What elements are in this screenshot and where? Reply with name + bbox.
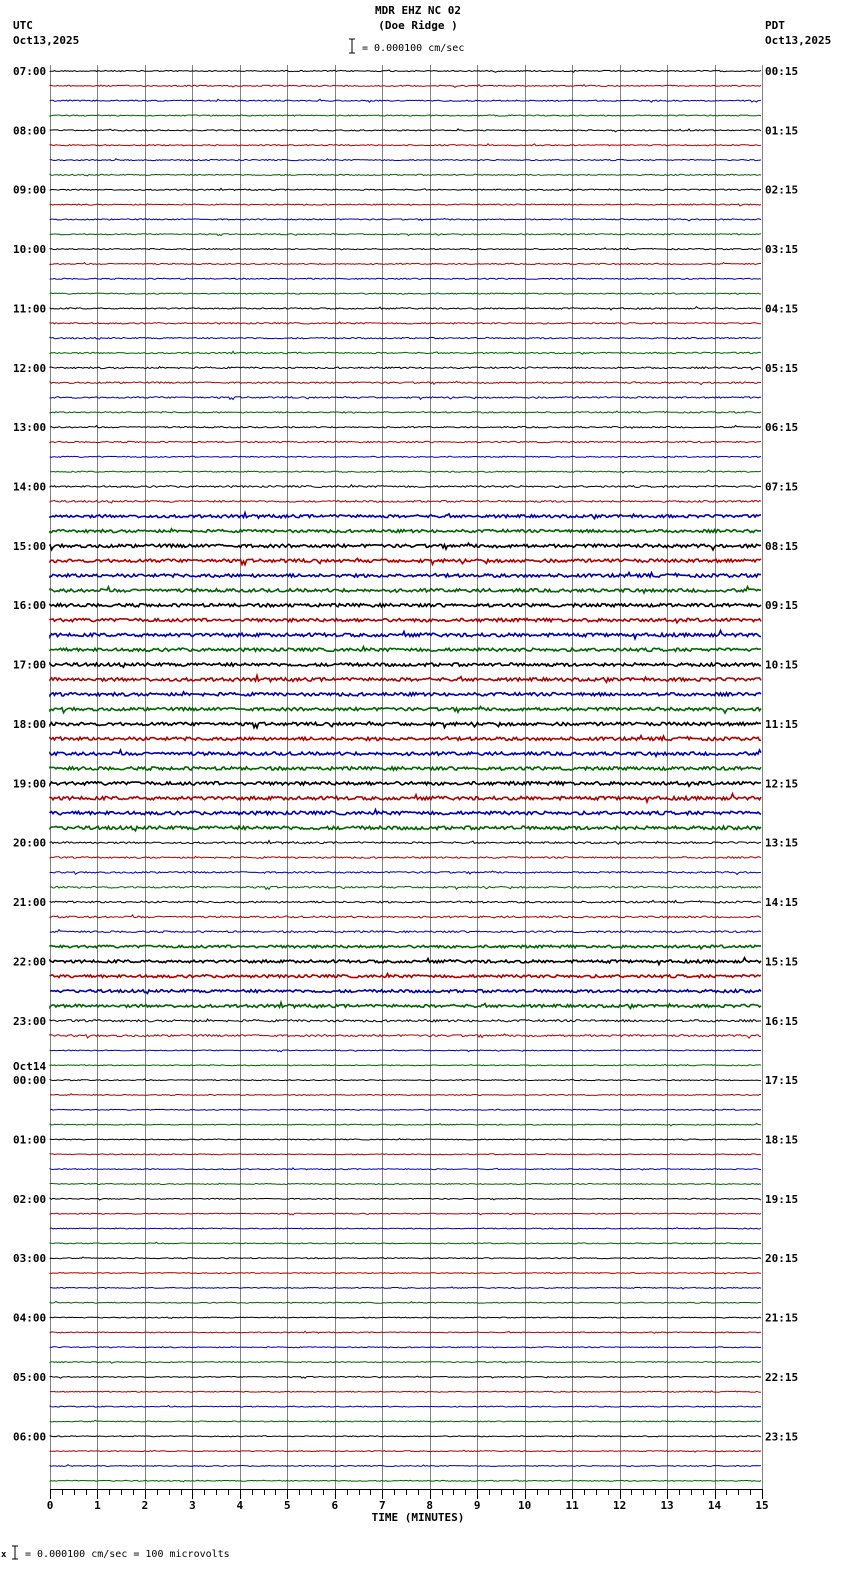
pdt-time-label: 16:15 xyxy=(765,1014,799,1028)
trace-line xyxy=(50,1154,761,1155)
trace-line xyxy=(50,204,761,206)
trace-line xyxy=(50,99,761,102)
trace-line xyxy=(50,736,761,741)
trace-line xyxy=(50,1273,761,1274)
trace-line xyxy=(50,1317,761,1318)
trace-line xyxy=(50,1465,761,1467)
utc-time-label: 18:00 xyxy=(13,717,47,731)
utc-time-label: 14:00 xyxy=(13,480,47,494)
trace-line xyxy=(50,750,761,756)
trace-line xyxy=(50,1094,761,1096)
trace-line xyxy=(50,958,761,965)
utc-time-label: 02:00 xyxy=(13,1192,47,1206)
trace-line xyxy=(50,1301,761,1303)
pdt-time-label: 10:15 xyxy=(765,658,799,672)
trace-line xyxy=(50,619,761,623)
trace-line xyxy=(50,826,761,831)
pdt-date: Oct13,2025 xyxy=(765,34,832,47)
utc-time-label: 00:00 xyxy=(13,1074,47,1088)
trace-line xyxy=(50,144,761,146)
trace-line xyxy=(50,676,761,683)
trace-line xyxy=(50,1183,761,1184)
trace-line xyxy=(50,1480,761,1481)
trace-line xyxy=(50,322,761,324)
trace-line xyxy=(50,543,761,550)
trace-line xyxy=(50,974,761,978)
x-axis xyxy=(47,1489,769,1524)
trace-line xyxy=(50,70,761,72)
x-tick-label: 8 xyxy=(426,1499,434,1512)
utc-time-label: 01:00 xyxy=(13,1133,47,1147)
pdt-time-label: 14:15 xyxy=(765,896,799,910)
utc-time-label: 04:00 xyxy=(13,1311,47,1325)
x-tick-label: 15 xyxy=(755,1499,769,1512)
trace-line xyxy=(50,470,761,473)
utc-time-label: 21:00 xyxy=(13,896,47,910)
pdt-time-label: 00:15 xyxy=(765,65,799,78)
trace-line xyxy=(50,396,761,399)
trace-line xyxy=(50,886,761,889)
trace-line xyxy=(50,1436,761,1437)
x-tick-label: 10 xyxy=(518,1499,532,1512)
trace-line xyxy=(50,307,761,310)
utc-date: Oct13,2025 xyxy=(13,34,80,47)
trace-line xyxy=(50,945,761,949)
utc-time-label: 07:00 xyxy=(13,65,47,78)
trace-line xyxy=(50,810,761,815)
utc-time-label: 06:00 xyxy=(13,1430,47,1444)
utc-time-label: 10:00 xyxy=(13,243,47,257)
trace-line xyxy=(50,485,761,488)
pdt-time-label: 03:15 xyxy=(765,243,799,257)
trace-line xyxy=(50,278,761,279)
trace-line xyxy=(50,663,761,667)
trace-line xyxy=(50,351,761,354)
trace-line xyxy=(50,513,761,519)
trace-line xyxy=(50,1361,761,1363)
trace-line xyxy=(50,1450,761,1452)
pdt-time-label: 11:15 xyxy=(765,717,799,731)
utc-time-label: 11:00 xyxy=(13,302,47,316)
trace-line xyxy=(50,174,761,176)
trace-line xyxy=(50,188,761,191)
x-tick-label: 13 xyxy=(660,1499,674,1512)
utc-time-label: 05:00 xyxy=(13,1370,47,1384)
x-tick-label: 4 xyxy=(236,1499,244,1512)
trace-line xyxy=(50,337,761,339)
trace-line xyxy=(50,1242,761,1244)
pdt-label: PDT xyxy=(765,19,785,32)
trace-line xyxy=(50,1420,761,1422)
pdt-time-label: 05:15 xyxy=(765,361,799,375)
trace-line xyxy=(50,1050,761,1052)
trace-line xyxy=(50,871,761,874)
x-tick-label: 1 xyxy=(94,1499,101,1512)
trace-line xyxy=(50,233,761,235)
trace-line xyxy=(50,293,761,295)
footer-scale-text: = 0.000100 cm/sec = 100 microvolts xyxy=(25,1549,230,1560)
utc-time-label: 13:00 xyxy=(13,421,47,435)
trace-line xyxy=(50,1168,761,1170)
utc-time-label: 19:00 xyxy=(13,777,47,791)
utc-time-label: 15:00 xyxy=(13,539,47,553)
utc-time-label: 08:00 xyxy=(13,124,47,138)
pdt-time-label: 18:15 xyxy=(765,1133,799,1147)
utc-label: UTC xyxy=(13,19,33,32)
pdt-time-label: 08:15 xyxy=(765,539,799,553)
trace-line xyxy=(50,900,761,903)
trace-line xyxy=(50,529,761,533)
trace-line xyxy=(50,647,761,652)
pdt-time-label: 20:15 xyxy=(765,1252,799,1266)
pdt-time-label: 23:15 xyxy=(765,1430,799,1444)
trace-line xyxy=(50,587,761,593)
trace-line xyxy=(50,604,761,607)
trace-line xyxy=(50,1257,761,1259)
trace-line xyxy=(50,915,761,918)
trace-line xyxy=(50,1123,761,1125)
trace-line xyxy=(50,559,761,565)
trace-line xyxy=(50,426,761,429)
trace-line xyxy=(50,1019,761,1022)
trace-line xyxy=(50,930,761,933)
pdt-time-label: 02:15 xyxy=(765,183,799,197)
trace-line xyxy=(50,1406,761,1408)
pdt-time-label: 13:15 xyxy=(765,836,799,850)
trace-line xyxy=(50,1139,761,1141)
header-scale-bar-icon xyxy=(349,39,355,53)
trace-line xyxy=(50,1331,761,1333)
x-tick-label: 14 xyxy=(707,1499,722,1512)
pdt-time-label: 12:15 xyxy=(765,777,799,791)
x-axis-title: TIME (MINUTES) xyxy=(371,1511,465,1524)
x-tick-label: 6 xyxy=(331,1499,339,1512)
trace-line xyxy=(50,767,761,770)
trace-line xyxy=(50,794,761,802)
trace-line xyxy=(50,263,761,265)
trace-line xyxy=(50,1079,761,1081)
trace-line xyxy=(50,248,761,250)
pdt-time-label: 17:15 xyxy=(765,1074,799,1088)
trace-line xyxy=(50,1034,761,1038)
trace-line xyxy=(50,115,761,117)
trace-line xyxy=(50,85,761,88)
x-tick-label: 0 xyxy=(46,1499,54,1512)
trace-line xyxy=(50,159,761,161)
utc-time-label: 17:00 xyxy=(13,658,47,672)
utc-time-label: 03:00 xyxy=(13,1252,47,1266)
utc-time-label: 12:00 xyxy=(13,361,47,375)
trace-line xyxy=(50,722,761,728)
header-scale-text: = 0.000100 cm/sec xyxy=(362,43,465,54)
trace-line xyxy=(50,1003,761,1009)
trace-line xyxy=(50,692,761,696)
pdt-time-label: 06:15 xyxy=(765,421,799,435)
pdt-time-label: 22:15 xyxy=(765,1370,799,1384)
pdt-time-label: 01:15 xyxy=(765,124,799,138)
trace-line xyxy=(50,631,761,639)
pdt-time-label: 04:15 xyxy=(765,302,799,316)
utc-time-label: 16:00 xyxy=(13,599,47,613)
trace-line xyxy=(50,841,761,845)
trace-line xyxy=(50,856,761,858)
trace-line xyxy=(50,573,761,578)
trace-line xyxy=(50,1347,761,1348)
trace-line xyxy=(50,1376,761,1378)
utc-time-label: 23:00 xyxy=(13,1014,47,1028)
trace-line xyxy=(50,441,761,442)
trace-line xyxy=(50,218,761,221)
trace-line xyxy=(50,1064,761,1066)
site-title: (Doe Ridge ) xyxy=(378,19,458,32)
pdt-time-label: 07:15 xyxy=(765,480,799,494)
trace-line xyxy=(50,456,761,458)
x-tick-label: 7 xyxy=(378,1499,386,1512)
footer-corner-mark: x xyxy=(1,1550,7,1560)
trace-line xyxy=(50,411,761,413)
x-tick-label: 5 xyxy=(284,1499,291,1512)
trace-line xyxy=(50,1287,761,1289)
trace-line xyxy=(50,367,761,370)
utc-time-label: 20:00 xyxy=(13,836,47,850)
utc-time-label: 09:00 xyxy=(13,183,47,197)
pdt-time-label: 09:15 xyxy=(765,599,799,613)
trace-line xyxy=(50,990,761,994)
trace-line xyxy=(50,1198,761,1200)
x-tick-label: 12 xyxy=(612,1499,627,1512)
x-tick-label: 9 xyxy=(473,1499,481,1512)
trace-group xyxy=(50,70,761,1482)
utc-time-label: 22:00 xyxy=(13,955,47,969)
trace-line xyxy=(50,782,761,787)
x-tick-label: 3 xyxy=(189,1499,196,1512)
trace-line xyxy=(50,501,761,503)
pdt-time-label: 19:15 xyxy=(765,1192,799,1206)
utc-date-label: Oct14 xyxy=(13,1060,47,1074)
trace-line xyxy=(50,1109,761,1110)
x-tick-label: 2 xyxy=(141,1499,149,1512)
trace-line xyxy=(50,1228,761,1229)
pdt-time-label: 15:15 xyxy=(765,955,799,969)
station-title: MDR EHZ NC 02 xyxy=(374,4,462,17)
trace-line xyxy=(50,129,761,132)
footer-scale-bar-icon xyxy=(12,1546,18,1559)
x-tick-label: 11 xyxy=(565,1499,579,1512)
trace-line xyxy=(50,707,761,713)
pdt-time-label: 21:15 xyxy=(765,1311,799,1325)
trace-line xyxy=(50,1213,761,1215)
trace-line xyxy=(50,381,761,384)
trace-line xyxy=(50,1391,761,1393)
